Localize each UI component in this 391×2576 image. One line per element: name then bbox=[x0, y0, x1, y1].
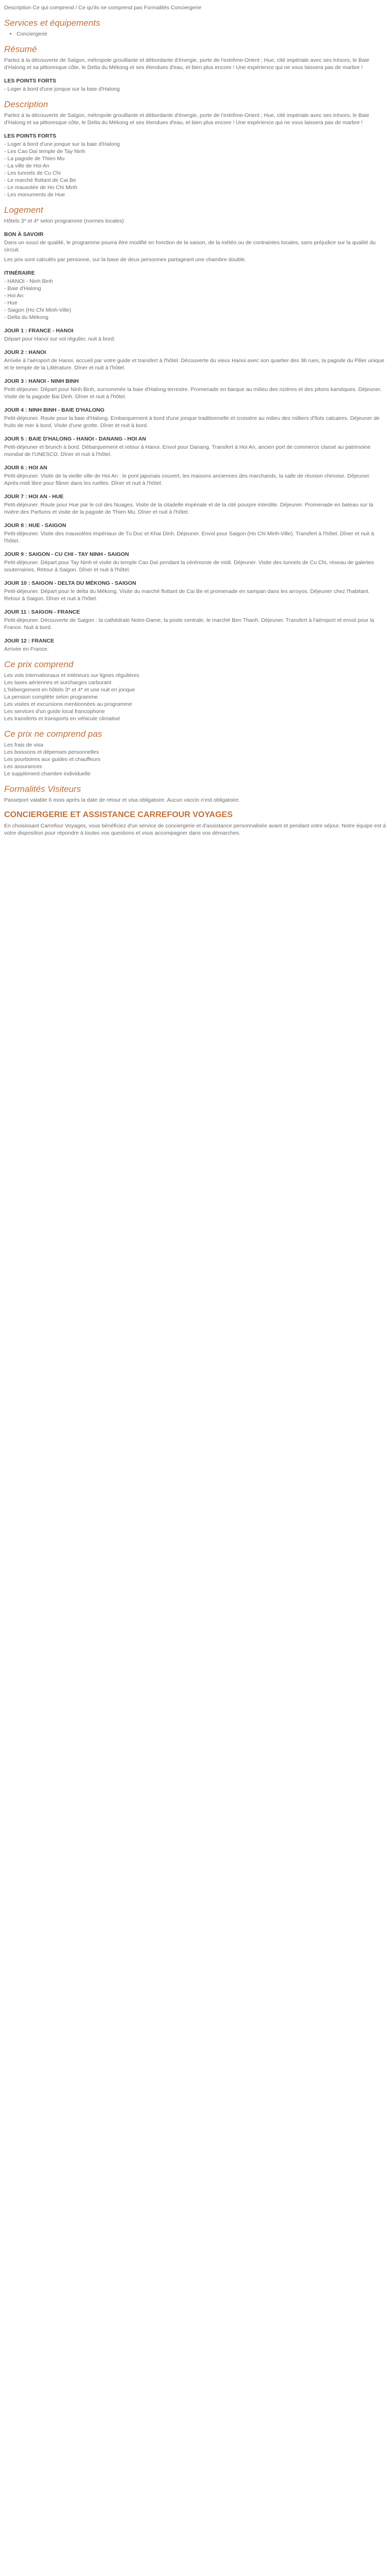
inclus-item: Les vols internationaux et intérieurs sur lignes régulières bbox=[4, 672, 140, 679]
itinerary-summary-item: - Delta du Mékong bbox=[4, 314, 48, 320]
non-inclus-item: Les boissons et dépenses personnelles bbox=[4, 749, 99, 755]
non-inclus-item: Les pourboires aux guides et chauffeurs bbox=[4, 756, 101, 762]
points-forts-item: - La ville de Hoi An bbox=[4, 163, 50, 169]
day-heading: JOUR 7 : HOI AN - HUE bbox=[4, 494, 64, 500]
points-forts-item: - Loger à bord d'une jonque sur la baie d'Halong bbox=[4, 141, 120, 147]
day-text: Départ pour Hanoi sur vol régulier, nuit à bord. bbox=[4, 336, 116, 342]
non-inclus-item: Le supplément chambre individuelle bbox=[4, 771, 91, 777]
day-text: Petit-déjeuner et brunch à bord. Débarquement et retour à Hanoi. Envol pour Danang. Transfert à Hoi An, ancien port de commerce classé au patrimoine mondial de l'UNESCO. Dîner et nuit à l'hôtel. bbox=[4, 444, 371, 457]
itinerary-summary-item: - Baie d'Halong bbox=[4, 285, 41, 292]
day-heading: JOUR 11 : SAIGON - FRANCE bbox=[4, 609, 80, 615]
formalites-text: Passeport valable 6 mois après la date de retour et visa obligatoire. Aucun vaccin n'est obligatoire. bbox=[4, 797, 240, 803]
itinerary-summary-item: - Hoi An bbox=[4, 293, 24, 299]
conciergerie-heading: CONCIERGERIE ET ASSISTANCE CARREFOUR VOYAGES bbox=[4, 810, 233, 819]
description-heading: Description bbox=[4, 99, 48, 109]
non-inclus-item: Les assurances bbox=[4, 764, 42, 770]
inclus-item: Les services d'un guide local francophone bbox=[4, 708, 105, 715]
day-heading: JOUR 4 : NINH BINH - BAIE D'HALONG bbox=[4, 407, 105, 413]
day-text: Petit-déjeuner. Départ pour Tay Ninh et visite du temple Cao Daï pendant la cérémonie de midi. Déjeuner. Visite des tunnels de Cu Chi, réseau de galeries souterraines. Retour à Saigon. Dîner et nuit à l'hôtel. bbox=[4, 560, 374, 573]
points-forts-heading-2: LES POINTS FORTS bbox=[4, 133, 56, 139]
services-item: • Conciergerie bbox=[17, 30, 387, 38]
points-forts-item: - La pagode de Thien Mu bbox=[4, 156, 65, 162]
day-text: Petit-déjeuner. Départ pour le delta du Mékong. Visite du marché flottant de Cai Be et promenade en sampan dans les arroyos. Déjeuner chez l'habitant. Retour à Saigon. Dîner et nuit à l'hôtel. bbox=[4, 588, 370, 602]
formalites-heading: Formalités Visiteurs bbox=[4, 784, 81, 794]
non-inclus-heading: Ce prix ne comprend pas bbox=[4, 729, 102, 739]
inclus-heading: Ce prix comprend bbox=[4, 659, 74, 669]
logement-text: Hôtels 3* et 4* selon programme (normes locales) bbox=[4, 218, 124, 224]
day-text: Petit-déjeuner. Découverte de Saigon : la cathédrale Notre-Dame, la poste centrale, le marché Ben Thanh. Déjeuner. Transfert à l'aéroport et envol pour la France. Nuit à bord. bbox=[4, 617, 374, 631]
day-heading: JOUR 8 : HUE - SAIGON bbox=[4, 522, 67, 529]
inclus-item: La pension complète selon programme bbox=[4, 694, 98, 700]
day-heading: JOUR 1 : FRANCE - HANOI bbox=[4, 328, 74, 334]
description-text: Partez à la découverte de Saïgon, métropole grouillante et débordante d'énergie, porte de l'extrême-Orient ; Hue, cité impériale avec ses trésors, le Baie d'Halong et sa pittoresque côte, le Delta du Mékong et ses étendues d'eau, et bien plus encore ! Une expérience qui ne vous laissera pas de marbre ! bbox=[4, 112, 369, 126]
day-heading: JOUR 12 : FRANCE bbox=[4, 638, 54, 644]
day-text: Petit-déjeuner. Route pour la baie d'Halong. Embarquement à bord d'une jonque traditionnelle et croisière au milieu des milliers d'îlots calcaires. Déjeuner de fruits de mer à bord. Visite d'une grotte. Dîner et nuit à bord. bbox=[4, 415, 380, 429]
itinerary-summary-item: - Hue bbox=[4, 300, 18, 306]
points-forts-item: - Les tunnels de Cu Chi bbox=[4, 170, 61, 176]
conciergerie-text: En choisissant Carrefour Voyages, vous bénéficiez d'un service de conciergerie et d'assistance personnalisée avant et pendant votre séjour. Notre équipe est à votre disposition pour répondre à toutes vos questions et vous accompagner dans vos démarches. bbox=[4, 823, 386, 836]
day-heading: JOUR 9 : SAIGON - CU CHI - TAY NINH - SAIGON bbox=[4, 551, 129, 557]
logement-heading: Logement bbox=[4, 205, 43, 215]
note-heading: BON À SAVOIR bbox=[4, 231, 44, 238]
day-heading: JOUR 2 : HANOI bbox=[4, 349, 46, 355]
resume-heading: Résumé bbox=[4, 44, 37, 54]
points-forts-item: - Le marché flottant de Cai Be bbox=[4, 177, 76, 183]
inclus-item: L'hébergement en hôtels 3* et 4* et une nuit en jonque bbox=[4, 687, 135, 693]
note-line: Dans un souci de qualité, le programme pourra être modifié en fonction de la saison, de la météo ou de contraintes locales, sans préjudice sur la qualité du circuit. bbox=[4, 240, 376, 253]
day-heading: JOUR 5 : BAIE D'HALONG - HANOI - DANANG - HOI AN bbox=[4, 436, 146, 442]
day-heading: JOUR 10 : SAIGON - DELTA DU MÉKONG - SAIGON bbox=[4, 580, 136, 586]
day-text: Petit-déjeuner. Route pour Hue par le col des Nuages. Visite de la citadelle impériale et de la cité pourpre interdite. Déjeuner. Promenade en bateau sur la rivière des Parfums et visite de la pagode de Thien Mu. Dîner et nuit à l'hôtel. bbox=[4, 502, 373, 515]
day-heading: JOUR 6 : HOI AN bbox=[4, 465, 47, 471]
services-list bbox=[11, 30, 387, 38]
itinerary-summary-heading: ITINÉRAIRE bbox=[4, 270, 35, 276]
non-inclus-item: Les frais de visa bbox=[4, 742, 43, 748]
inclus-item: Les taxes aériennes et surcharges carburant bbox=[4, 680, 111, 686]
day-text: Arrivée en France. bbox=[4, 646, 49, 652]
note-line: Les prix sont calculés par personne, sur la base de deux personnes partageant une chambre double. bbox=[4, 257, 247, 263]
day-text: Petit-déjeuner. Visite de la vieille ville de Hoi An : le pont japonais couvert, les maisons anciennes des marchands, la salle de réunion chinoise. Déjeuner. Après-midi libre pour flâner dans les ruelles. Dîner et nuit à l'hôtel. bbox=[4, 473, 371, 486]
itinerary-summary-item: - HANOI - Ninh Binh bbox=[4, 278, 53, 284]
points-forts-item: - Les monuments de Hue bbox=[4, 192, 65, 198]
resume-text: Partez à la découverte de Saïgon, métropole grouillante et débordante d'énergie, porte de l'extrême-Orient ; Hue, cité impériale avec ses trésors, le Baie d'Halong et sa pittoresque côte, le Delta du Mékong et ses étendues d'eau, et bien plus encore ! Une expérience qui ne vous laissera pas de marbre ! bbox=[4, 57, 369, 71]
points-forts-item: - Loger à bord d'une jonque sur la baie d'Halong bbox=[4, 86, 120, 92]
header-title-line: Description Ce qui comprend / Ce qu'ils ne comprend pas Formalités Conciergerie bbox=[4, 5, 202, 11]
inclus-item: Les visites et excursions mentionnées au programme bbox=[4, 701, 133, 707]
points-forts-item: - Le mausolée de Ho Chi Minh bbox=[4, 184, 77, 191]
services-heading: Services et équipements bbox=[4, 18, 101, 28]
day-text: Petit-déjeuner. Départ pour Ninh Binh, surnommée la baie d'Halong terrestre. Promenade en barque au milieu des rizières et des pitons karstiques. Déjeuner. Visite de la pagode Bai Dinh. Dîner et nuit à l'hôtel. bbox=[4, 386, 382, 400]
page bbox=[0, 0, 391, 846]
points-forts-heading-1: LES POINTS FORTS bbox=[4, 78, 56, 84]
day-heading: JOUR 3 : HANOI - NINH BINH bbox=[4, 378, 79, 384]
itinerary-summary-item: - Saigon (Ho Chi Minh-Ville) bbox=[4, 307, 71, 313]
day-text: Petit-déjeuner. Visite des mausolées impériaux de Tu Duc et Khai Dinh. Déjeuner. Envol pour Saigon (Ho Chi Minh-Ville). Transfert à l'hôtel. Dîner et nuit à l'hôtel. bbox=[4, 531, 374, 544]
day-text: Arrivée à l'aéroport de Hanoi, accueil par votre guide et transfert à l'hôtel. Découverte du vieux Hanoi avec son quartier des 36 rues, la pagode du Pilier unique et le temple de la Littérature. Dîner et nuit à l'hôtel. bbox=[4, 358, 385, 371]
inclus-item: Les transferts et transports en véhicule climatisé bbox=[4, 716, 120, 722]
points-forts-item: - Les Cao Daï temple de Tay Ninh bbox=[4, 148, 86, 155]
